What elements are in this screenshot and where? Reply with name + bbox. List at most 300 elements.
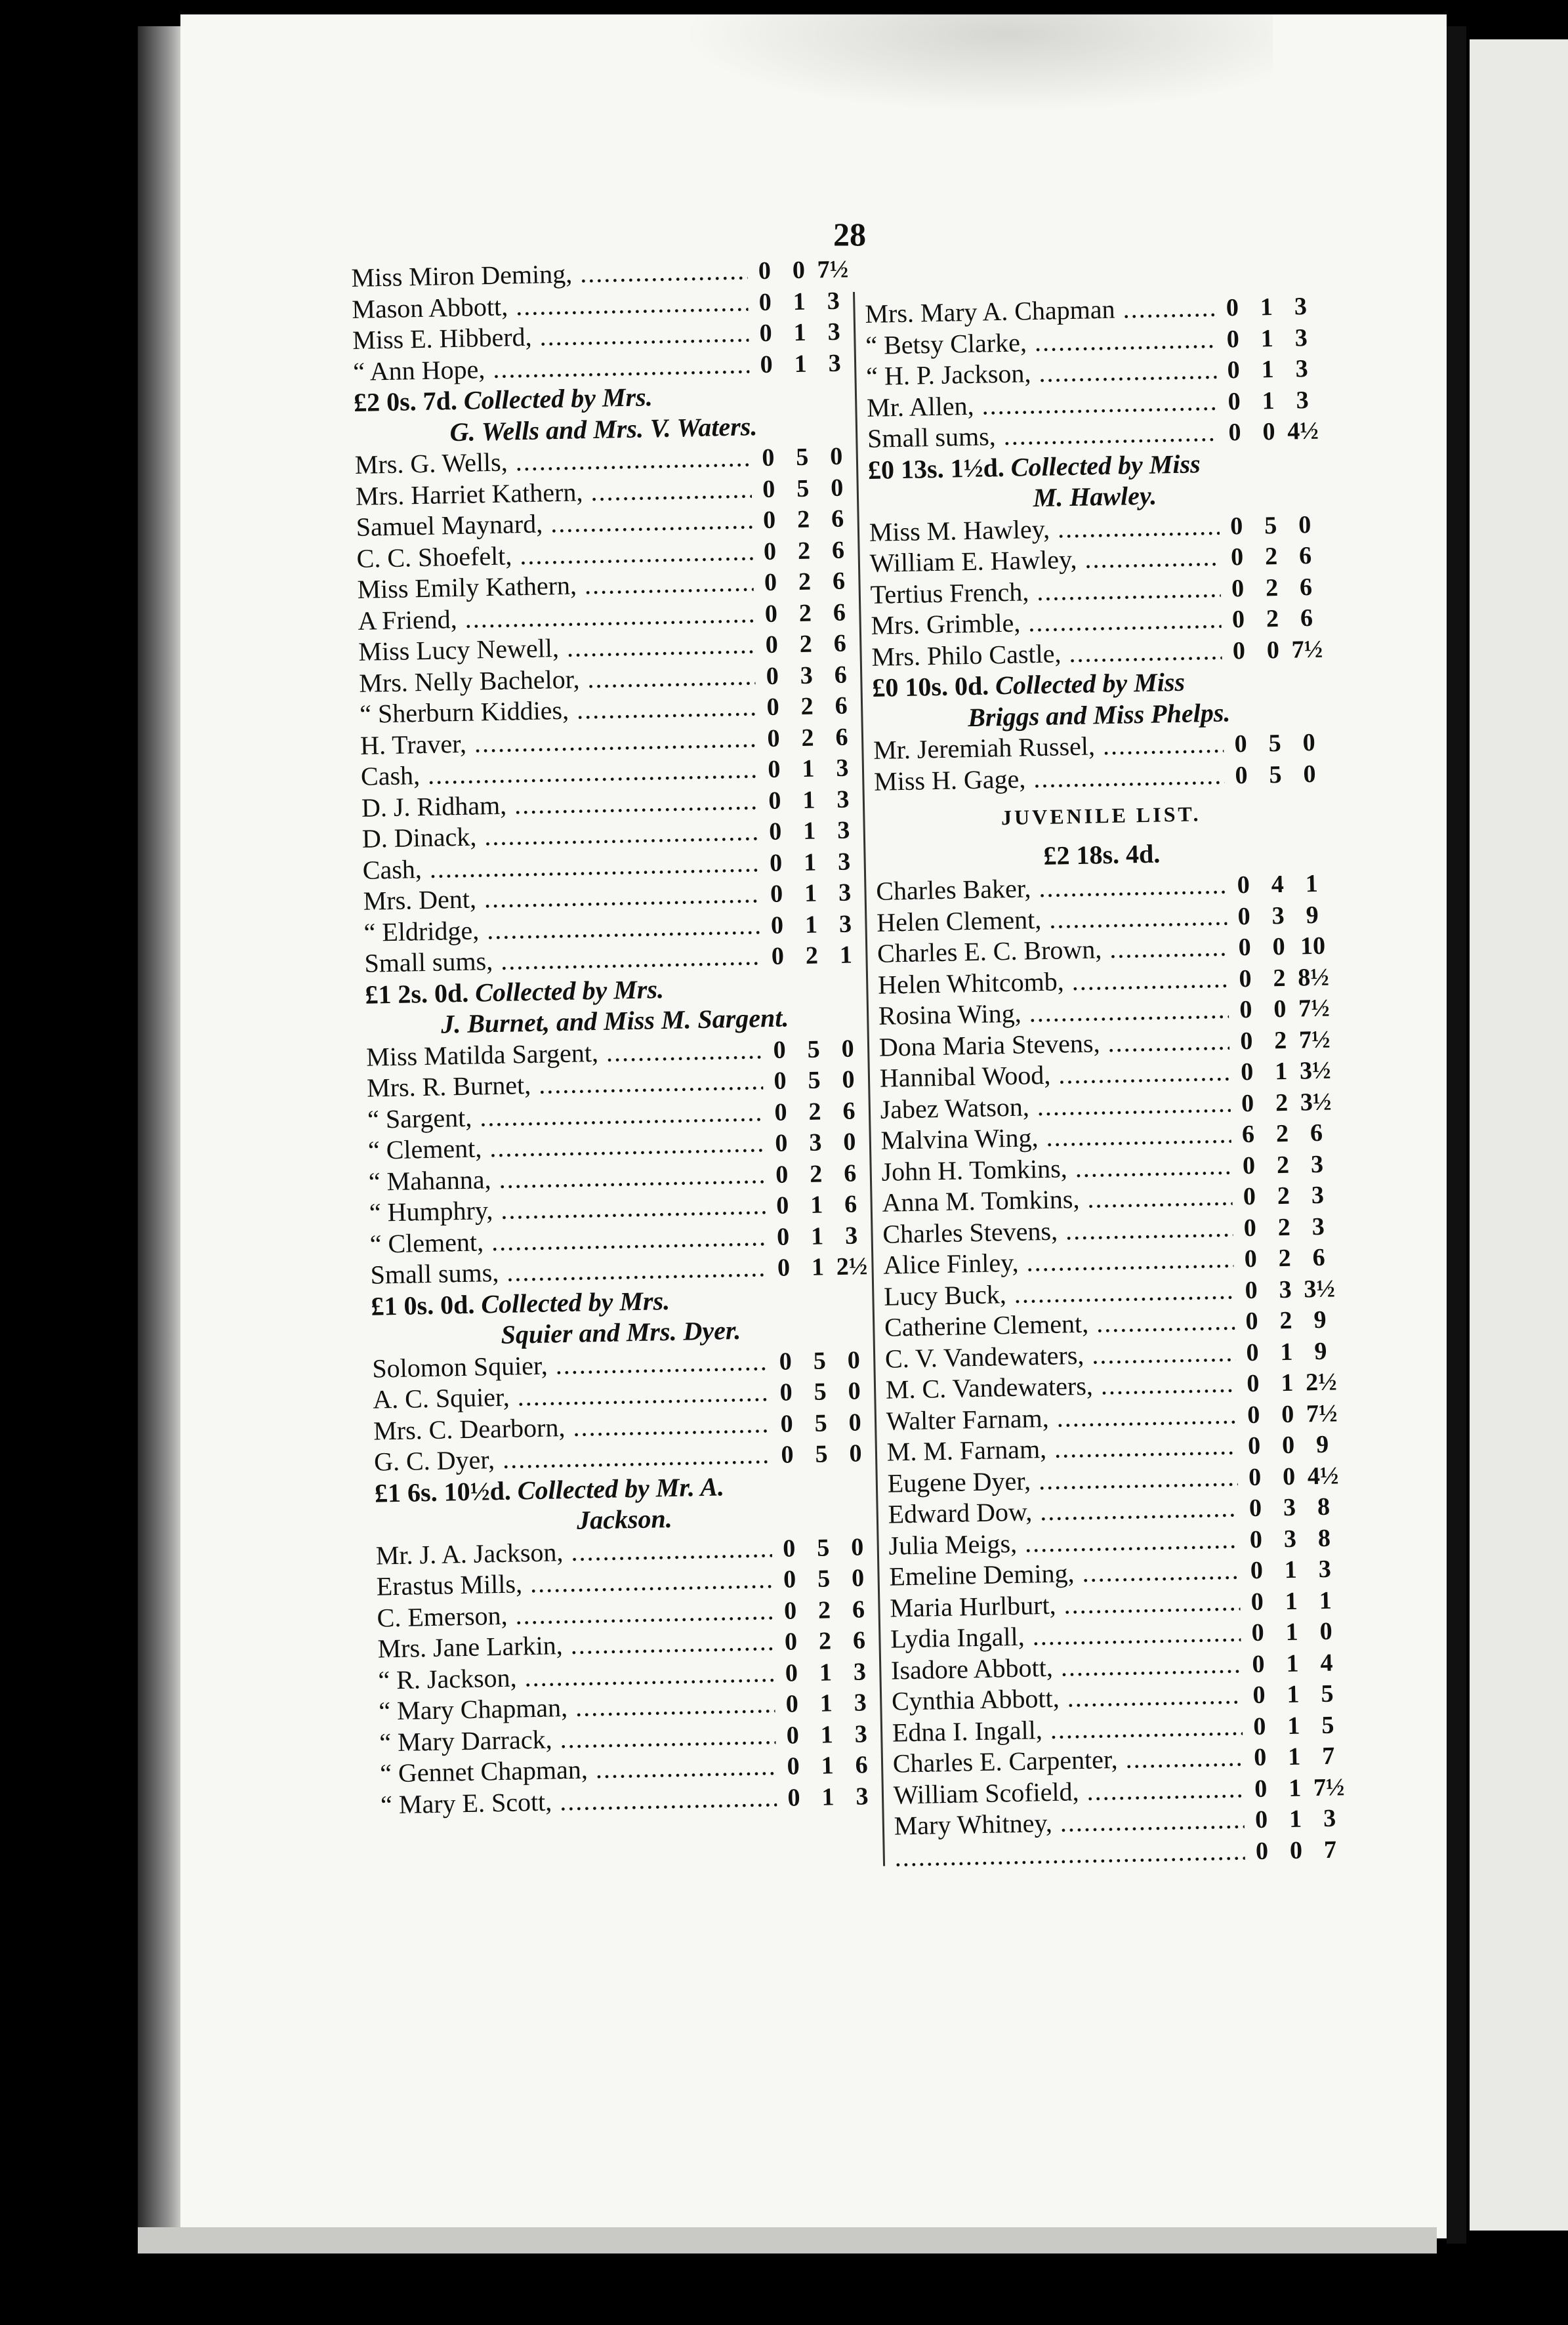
amount-shillings: 2 (801, 724, 814, 752)
amount-pounds: 0 (1229, 512, 1243, 540)
subscriber-name: Small sums, ..... (364, 940, 761, 979)
amount-shillings: 4 (1271, 870, 1285, 899)
amount-pounds: 0 (758, 288, 772, 316)
amount-shillings: 1 (1261, 356, 1275, 384)
amount-pence: 5 (1321, 1711, 1334, 1739)
amount-pounds: 0 (1252, 1712, 1266, 1740)
amount-shillings: 0 (1266, 636, 1280, 664)
subscriber-name: Solomon Squier, ..... (372, 1346, 769, 1384)
amount-pounds: 0 (1245, 1276, 1258, 1304)
amount-shillings: 2 (1265, 573, 1279, 602)
amount-shillings: 1 (810, 1191, 823, 1219)
amount-pence: 1 (839, 941, 853, 969)
subscriber-name: Mr. Jeremiah Russel, ..... (873, 728, 1224, 766)
amount-pence: 3 (838, 910, 852, 938)
subscriber-name: Dona Maria Stevens, ..... (878, 1025, 1229, 1062)
amount-shillings: 1 (802, 817, 816, 845)
amount-shillings: 1 (1286, 1649, 1299, 1677)
amount-shillings: 5 (1269, 760, 1282, 789)
amount-pounds: 0 (1227, 356, 1241, 384)
amount-shillings: 2 (800, 692, 814, 720)
amount-pounds: 0 (1228, 387, 1241, 415)
amount-pounds: 0 (765, 630, 779, 659)
subscriber-name: Charles E. Carpenter, ..... (892, 1741, 1243, 1779)
amount-shillings: 2 (1276, 1151, 1290, 1179)
amount-pounds: 0 (759, 319, 773, 348)
amount-pence: 0 (841, 1035, 855, 1063)
amount-shillings: 0 (1273, 995, 1287, 1023)
amount-pence: 6 (1312, 1243, 1326, 1272)
amount-shillings: 1 (810, 1222, 824, 1250)
amount-pence: 3 (1294, 293, 1308, 321)
subscriber-name: Catherine Clement, ..... (884, 1305, 1235, 1342)
amount-shillings: 1 (1262, 386, 1275, 415)
amount-shillings: 2 (805, 941, 819, 970)
amount-pounds: 0 (768, 817, 782, 846)
subscriber-name: “ Mary E. Scott, ..... (381, 1781, 777, 1820)
amount-pence: 3 (854, 1689, 867, 1717)
amount-pounds: 0 (1238, 933, 1251, 962)
amount-shillings: 1 (793, 287, 806, 316)
amount-pounds: 0 (779, 1378, 793, 1407)
amount-shillings: 1 (1287, 1680, 1300, 1709)
amount-pence: 0 (1302, 728, 1316, 757)
amount-pence: 3 (1295, 355, 1309, 383)
subscriber-name: C. C. Shoefelt, ..... (356, 535, 753, 574)
amount-shillings: 5 (815, 1440, 828, 1468)
amount-pounds: 0 (1231, 605, 1245, 634)
subscriber-name: Lydia Ingall, ..... (890, 1616, 1241, 1654)
subscriber-name: Mrs. Mary A. Chapman ..... (865, 292, 1216, 329)
amount-pounds: 0 (774, 1067, 787, 1095)
amount-pence: 3 (1318, 1555, 1332, 1584)
amount-pounds: 0 (1239, 1027, 1253, 1055)
subscriber-name: C. V. Vandewaters, ..... (885, 1336, 1236, 1374)
amount-pence: 3 (1296, 386, 1309, 414)
collection-collectors: M. Hawley. (1033, 480, 1157, 513)
amount-pence: 6 (833, 629, 847, 657)
collection-label: Collected by Miss (995, 667, 1186, 701)
amount-pounds: 0 (781, 1441, 794, 1469)
subscriber-name: Anna M. Tomkins, ..... (882, 1180, 1233, 1218)
section-total: £2 18s. 4d. (1043, 838, 1161, 871)
amount-pounds: 0 (1235, 761, 1248, 789)
collection-label: Collected by Mrs. (474, 974, 665, 1008)
amount-shillings: 0 (1281, 1431, 1295, 1460)
subscriber-name: Mary Whitney, ..... (894, 1803, 1245, 1841)
amount-pounds: 0 (774, 1098, 787, 1126)
amount-pounds: 0 (784, 1628, 798, 1656)
amount-pence: 0 (842, 1128, 856, 1156)
subscriber-name: Mason Abbott, ..... (352, 286, 749, 325)
subscriber-name: H. Traver, ..... (360, 722, 757, 761)
amount-shillings: 5 (795, 443, 809, 472)
amount-shillings: 5 (814, 1378, 827, 1406)
amount-pence: 0 (847, 1346, 861, 1374)
amount-shillings: 2 (1278, 1244, 1292, 1273)
amount-shillings: 5 (1264, 511, 1277, 539)
subscriber-name: Edward Dow, ..... (888, 1492, 1239, 1529)
amount-shillings: 1 (802, 754, 815, 783)
amount-pounds: 0 (1243, 1214, 1257, 1242)
amount-pounds: 0 (1249, 1525, 1263, 1553)
subscriber-name: “ R. Jackson, ..... (378, 1657, 775, 1696)
amount-pence: 6 (832, 567, 846, 595)
subscriber-name: Miss Matilda Sargent, ..... (366, 1034, 763, 1073)
collection-label: Collected by Mrs. (463, 382, 653, 415)
amount-pence: 1 (1319, 1586, 1332, 1615)
amount-shillings: 5 (1268, 729, 1282, 758)
amount-pence: 6 (831, 504, 844, 533)
amount-pence: 0 (851, 1564, 865, 1592)
amount-pounds: 0 (1250, 1556, 1264, 1585)
amount-pence: 0 (848, 1408, 861, 1437)
amount-shillings: 1 (1285, 1587, 1298, 1615)
amount-pounds: 0 (1247, 1431, 1261, 1460)
amount-pence: 7½ (1306, 1399, 1338, 1428)
amount-pence: 0 (830, 474, 844, 502)
amount-shillings: 3 (808, 1128, 822, 1157)
amount-pence: 10 (1300, 932, 1326, 960)
amount-shillings: 5 (816, 1533, 830, 1562)
page-smudge (682, 14, 1273, 113)
amount-shillings: 2 (796, 505, 810, 534)
amount-pence: 6 (1310, 1119, 1323, 1147)
amount-pounds: 0 (773, 1036, 787, 1064)
amount-shillings: 1 (1280, 1338, 1293, 1366)
amount-pence: 6 (835, 691, 848, 720)
amount-pounds: 0 (1234, 730, 1248, 758)
amount-pounds: 0 (1253, 1743, 1267, 1772)
amount-shillings: 5 (807, 1035, 821, 1063)
amount-shillings: 5 (813, 1346, 827, 1375)
amount-pence: 3 (1311, 1212, 1325, 1241)
amount-pounds: 0 (1246, 1338, 1259, 1367)
amount-pence: 6 (831, 536, 845, 564)
subscriber-name: Helen Clement, ..... (877, 900, 1228, 937)
amount-shillings: 2 (818, 1627, 832, 1655)
next-page-edge (1470, 39, 1568, 2231)
amount-pounds: 0 (785, 1690, 799, 1718)
subscriber-name: Maria Hurlburt, ..... (890, 1586, 1241, 1623)
amount-pence: 9 (1314, 1337, 1327, 1365)
left-column (351, 253, 879, 1820)
amount-shillings: 1 (819, 1658, 833, 1687)
subscriber-name: Emeline Deming, ..... (889, 1554, 1240, 1592)
subscriber-name: Mrs. C. Dearborn, ..... (373, 1408, 770, 1447)
amount-shillings: 1 (1260, 324, 1274, 352)
amount-pence: 3½ (1303, 1275, 1336, 1303)
subscriber-name: Mrs. Philo Castle, ..... (871, 634, 1222, 672)
subscriber-name: Miss Emily Kathern, ..... (357, 566, 754, 605)
amount-shillings: 3 (1271, 901, 1285, 930)
subscriber-name: A Friend, ..... (358, 598, 754, 636)
amount-shillings: 2 (809, 1159, 823, 1188)
subscriber-name: Malvina Wing, ..... (880, 1119, 1231, 1156)
subscriber-name: G. C. Dyer, ..... (374, 1439, 771, 1477)
amount-pence: 3 (827, 287, 840, 315)
subscriber-name: Tertius French, ..... (870, 572, 1221, 609)
amount-pence: 6 (834, 661, 848, 689)
amount-pounds: 0 (1237, 902, 1251, 930)
subscriber-name: “ Sherburn Kiddies, ..... (360, 691, 756, 730)
amount-pence: 3 (836, 816, 850, 844)
amount-shillings: 2 (1275, 1119, 1289, 1148)
subscriber-name: Julia Meigs, ..... (888, 1523, 1239, 1561)
amount-pence: 3 (836, 754, 849, 782)
subscriber-name: “ Clement, ..... (368, 1127, 765, 1166)
amount-pounds: 0 (1251, 1618, 1265, 1647)
amount-pence: 2½ (836, 1252, 868, 1281)
collection-label: Collected by Mrs. (480, 1285, 671, 1319)
amount-pence: 9 (1313, 1306, 1327, 1334)
amount-pence: 3½ (1300, 1088, 1332, 1116)
amount-pounds: 0 (1230, 543, 1244, 571)
subscriber-name: “ Humphry, ..... (369, 1189, 766, 1228)
amount-pounds: 0 (779, 1347, 793, 1376)
amount-pounds: 0 (1250, 1588, 1264, 1616)
amount-pounds: 0 (771, 942, 785, 970)
amount-pounds: 0 (770, 880, 783, 908)
amount-pence: 8½ (1297, 963, 1330, 992)
amount-pence: 3 (827, 318, 841, 346)
book-spine (138, 26, 184, 2244)
amount-pence: 7 (1321, 1742, 1335, 1771)
amount-shillings: 3 (800, 661, 814, 689)
amount-pounds: 0 (1244, 1245, 1258, 1273)
amount-pounds: 0 (1252, 1681, 1266, 1710)
amount-shillings: 2 (1277, 1213, 1291, 1241)
collection-collectors: J. Burnet, and Miss M. Sargent. (440, 1002, 789, 1039)
amount-shillings: 1 (793, 318, 807, 347)
amount-shillings: 5 (814, 1409, 827, 1437)
amount-shillings: 2 (1279, 1306, 1292, 1335)
amount-shillings: 5 (808, 1066, 821, 1094)
amount-shillings: 1 (803, 848, 817, 876)
amount-shillings: 0 (1272, 932, 1285, 961)
subscriber-name: “ Mahanna, ..... (368, 1159, 765, 1197)
amount-shillings: 2 (1264, 542, 1278, 571)
subscriber-name: Mrs. R. Burnet, ..... (367, 1065, 764, 1103)
collection-collectors: G. Wells and Mrs. V. Waters. (449, 411, 758, 447)
amount-pence: 6 (852, 1626, 866, 1655)
amount-shillings: 1 (1280, 1368, 1294, 1397)
amount-pence: 5 (1321, 1679, 1334, 1708)
collection-total: £2 0s. 7d. (353, 385, 458, 417)
amount-pence: 3 (1310, 1150, 1324, 1178)
amount-shillings: 2 (817, 1595, 831, 1624)
amount-pence: 7½ (1291, 635, 1323, 664)
right-column (865, 290, 1348, 1873)
amount-pounds: 0 (770, 911, 784, 939)
amount-pounds: 0 (1248, 1494, 1262, 1523)
amount-shillings: 2 (799, 630, 813, 658)
amount-shillings: 1 (1287, 1712, 1300, 1740)
collection-collectors: Briggs and Miss Phelps. (967, 697, 1231, 732)
subscriber-name: Eugene Dyer, ..... (887, 1461, 1238, 1498)
amount-pounds: 0 (762, 475, 775, 503)
subscriber-name: “ H. P. Jackson, ..... (866, 354, 1217, 392)
amount-pence: 4½ (1287, 417, 1319, 445)
amount-pence: 6 (855, 1751, 869, 1779)
page-number: 28 (833, 216, 866, 253)
subscriber-name: Samuel Maynard, ..... (356, 504, 753, 543)
collection-total: £0 10s. 0d. (871, 670, 989, 703)
collection-collectors: Jackson. (576, 1503, 673, 1535)
subscriber-name: Rosina Wing, ..... (878, 994, 1229, 1031)
subscriber-name: Jabez Watson, ..... (880, 1087, 1231, 1124)
amount-pounds: 0 (1254, 1775, 1268, 1803)
amount-shillings: 1 (1274, 1057, 1288, 1086)
amount-pounds: 0 (786, 1721, 800, 1750)
amount-pounds: 0 (1252, 1650, 1265, 1678)
amount-shillings: 5 (796, 474, 810, 503)
subscriber-name (894, 1835, 1245, 1872)
amount-pounds: 0 (787, 1752, 800, 1780)
page-gutter (1447, 26, 1466, 2244)
amount-pence: 0 (850, 1533, 864, 1561)
amount-pounds: 0 (1241, 1089, 1254, 1117)
subscriber-name: Small sums, ..... (867, 417, 1218, 454)
amount-shillings: 0 (1262, 418, 1275, 446)
amount-pounds: 0 (787, 1783, 800, 1812)
amount-shillings: 2 (798, 599, 812, 627)
amount-shillings: 5 (817, 1565, 831, 1593)
amount-pence: 7½ (1298, 994, 1331, 1023)
amount-pounds: 0 (777, 1254, 791, 1282)
amount-pounds: 0 (764, 568, 777, 596)
amount-pounds: 0 (1239, 964, 1252, 993)
amount-shillings: 2 (808, 1097, 821, 1126)
amount-pounds: 0 (774, 1129, 788, 1157)
amount-pence: 3 (854, 1719, 868, 1748)
subscriber-name: Miss Lucy Newell, ..... (358, 628, 755, 667)
amount-pounds: 0 (768, 787, 781, 815)
amount-pence: 0 (849, 1439, 862, 1468)
amount-shillings: 1 (794, 350, 807, 378)
subscriber-name: Walter Farnam, ..... (886, 1399, 1237, 1436)
amount-shillings: 0 (1281, 1400, 1294, 1428)
amount-pence: 8 (1317, 1524, 1331, 1552)
amount-shillings: 1 (804, 911, 818, 939)
amount-pence: 7 (1323, 1836, 1337, 1864)
amount-pence: 8 (1317, 1492, 1331, 1521)
subscriber-name: Miss H. Gage, ..... (874, 759, 1225, 796)
amount-shillings: 2 (797, 537, 811, 565)
amount-pounds: 0 (783, 1596, 797, 1625)
amount-pounds: 0 (775, 1191, 789, 1220)
amount-pounds: 0 (1243, 1182, 1256, 1211)
subscriber-name: “ Eldridge, ..... (363, 909, 760, 948)
amount-shillings: 2 (1273, 1026, 1287, 1054)
amount-pence: 3 (1294, 323, 1308, 352)
subscriber-name: “ Betsy Clarke, ..... (865, 323, 1216, 360)
amount-shillings: 2 (1275, 1088, 1289, 1117)
amount-pence: 0 (1303, 760, 1316, 788)
amount-shillings: 0 (1282, 1462, 1296, 1491)
amount-shillings: 1 (804, 879, 817, 907)
amount-pounds: 0 (766, 662, 779, 690)
amount-pence: 2½ (1305, 1368, 1337, 1397)
subscriber-name: A. C. Squier, ..... (373, 1376, 770, 1415)
amount-pounds: 0 (760, 350, 774, 379)
amount-pence: 4½ (1307, 1461, 1339, 1490)
amount-pence: 6 (835, 723, 848, 751)
amount-pounds: 0 (783, 1565, 796, 1594)
amount-pence: 4 (1320, 1649, 1333, 1677)
amount-pounds: 0 (775, 1160, 789, 1189)
subscriber-name: Isadore Abbott, ..... (891, 1648, 1242, 1685)
amount-pence: 3 (853, 1657, 867, 1686)
subscriber-name: C. Emerson, ..... (377, 1595, 774, 1634)
amount-pounds: 0 (1228, 419, 1241, 447)
amount-pounds: 0 (1226, 325, 1240, 353)
amount-pence: 0 (829, 442, 843, 471)
amount-pounds: 0 (1232, 636, 1246, 665)
amount-shillings: 1 (820, 1720, 834, 1749)
subscriber-name: M. C. Vandewaters, ..... (885, 1367, 1236, 1405)
subscriber-name: “ Sargent, ..... (367, 1096, 764, 1135)
subscriber-name: “ Mary Chapman, ..... (379, 1688, 775, 1727)
subscriber-name: Cash, ..... (362, 847, 759, 886)
amount-pence: 3½ (1299, 1056, 1331, 1085)
amount-pence: 0 (842, 1065, 855, 1094)
amount-shillings: 3 (1283, 1525, 1297, 1553)
subscriber-name: William Scofield, ..... (893, 1773, 1244, 1810)
amount-pence: 9 (1315, 1430, 1329, 1459)
amount-shillings: 1 (802, 786, 815, 814)
amount-shillings: 0 (1289, 1836, 1303, 1864)
subscriber-name: Miss Miron Deming, ..... (351, 255, 748, 293)
amount-pounds: 0 (1247, 1401, 1260, 1429)
amount-pounds: 0 (785, 1658, 798, 1687)
amount-pounds: 0 (1242, 1151, 1256, 1180)
collection-total: £1 0s. 0d. (371, 1289, 475, 1321)
subscriber-name: Charles E. C. Brown, ..... (877, 932, 1228, 969)
amount-pounds: 0 (1240, 1058, 1254, 1086)
amount-pence: 7½ (817, 255, 849, 284)
amount-pounds: 0 (763, 537, 777, 566)
amount-pounds: 0 (766, 693, 780, 721)
subscriber-name: John H. Tomkins, ..... (881, 1149, 1232, 1187)
amount-shillings: 1 (821, 1782, 835, 1811)
amount-pence: 3 (1323, 1804, 1336, 1833)
subscriber-name: Cynthia Abbott, ..... (892, 1679, 1243, 1716)
amount-pence: 7½ (1313, 1773, 1345, 1801)
subscriber-name: “ Clement, ..... (369, 1221, 766, 1260)
amount-pence: 3 (838, 878, 852, 907)
amount-pence: 3 (1311, 1181, 1325, 1210)
subscriber-name: “ Mary Darrack, ..... (379, 1719, 776, 1758)
amount-shillings: 3 (1283, 1493, 1296, 1522)
amount-pence: 3 (856, 1782, 869, 1811)
subscriber-name: Mrs. Dent, ..... (363, 878, 760, 916)
amount-pounds: 0 (1231, 574, 1245, 602)
amount-pence: 9 (1306, 901, 1319, 929)
amount-pence: 6 (833, 598, 846, 627)
amount-pence: 3 (837, 848, 851, 876)
subscriber-name: Lucy Buck, ..... (884, 1274, 1235, 1311)
amount-shillings: 1 (1289, 1805, 1302, 1834)
amount-pounds: 0 (1237, 871, 1250, 899)
amount-shillings: 1 (821, 1752, 835, 1780)
amount-pounds: 0 (1245, 1307, 1258, 1336)
amount-pounds: 0 (768, 755, 781, 783)
section-title: JUVENILE LIST. (1001, 802, 1201, 830)
subscriber-name: Mrs. Nelly Bachelor, ..... (359, 660, 756, 699)
subscriber-name: Edna I. Ingall, ..... (892, 1710, 1243, 1748)
subscriber-name: William E. Hawley, ..... (869, 541, 1220, 579)
